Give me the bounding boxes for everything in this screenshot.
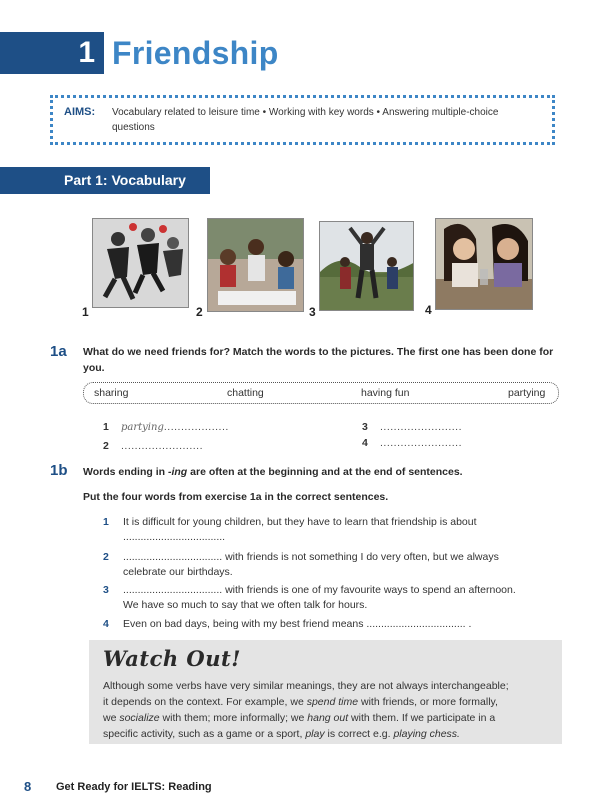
answer-2-num: 2	[103, 440, 109, 452]
answer-2-line: ........................	[121, 440, 204, 452]
answer-4-line: ........................	[380, 437, 463, 449]
part-banner: Part 1: Vocabulary	[0, 167, 210, 194]
aims-box	[50, 95, 555, 145]
aims-border-top	[50, 95, 555, 98]
watch-out-line-3e: with them. If we participate in a	[348, 712, 496, 724]
exercise-1b-instruction-2: Put the four words from exercise 1a in the correct sentences.	[83, 491, 389, 503]
answer-1-num: 1	[103, 421, 109, 433]
word-partying: partying	[508, 387, 546, 399]
answer-3-num: 3	[362, 421, 368, 433]
chapter-title: Friendship	[112, 35, 279, 71]
sentence-4-num: 4	[103, 618, 109, 630]
friends-in-field-photo	[319, 221, 414, 311]
jumping-kids-photo	[92, 218, 189, 308]
exercise-1b-instruction-rest: are often at the beginning and at the end of sentences.	[187, 466, 463, 478]
sentence-4-text: Even on bad days, being with my best friend means .................................. .	[123, 618, 472, 630]
watch-out-text	[103, 678, 553, 742]
watch-out-em-play: play	[305, 728, 325, 740]
word-bank	[83, 382, 559, 404]
picture-number-3: 3	[309, 305, 316, 319]
chapter-number: 1	[0, 32, 104, 74]
chapter-header	[0, 32, 600, 78]
sentence-2[interactable]	[104, 550, 564, 580]
sentence-3[interactable]	[104, 583, 564, 613]
picture-number-1: 1	[82, 305, 89, 319]
answer-3-line: ........................	[380, 421, 463, 433]
sentence-1-text: It is difficult for young children, but they have to learn that friendship is about	[123, 516, 477, 528]
answer-1-line: ...................	[163, 421, 229, 433]
exercise-1a-number: 1a	[50, 343, 67, 360]
exercise-1b-number: 1b	[50, 462, 68, 479]
picture-number-4: 4	[425, 303, 432, 317]
watch-out-line-4c: is correct e.g.	[324, 728, 394, 740]
exercise-1a-instruction: What do we need friends for? Match the words to the pictures. The first one has been done for you.	[83, 346, 554, 374]
aims-label: AIMS:	[64, 106, 96, 118]
watch-out-line-1: Although some verbs have very similar meanings, they are not always interchangeable;	[103, 680, 509, 692]
word-chatting: chatting	[227, 387, 264, 399]
sentence-3-line2: We have so much to say that we often talk for hours.	[123, 599, 368, 611]
watch-out-line-2a: it depends on the context. For example, we	[103, 696, 307, 708]
answer-3[interactable]	[362, 421, 462, 433]
watch-out-em-socialize: socialize	[119, 712, 160, 724]
answer-4[interactable]	[362, 437, 462, 449]
watch-out-em-spend-time: spend time	[306, 696, 359, 708]
sentence-3-num: 3	[103, 584, 109, 596]
girls-chatting-photo	[435, 218, 533, 310]
watch-out-line-3a: we	[103, 712, 120, 724]
watch-out-box	[89, 640, 562, 744]
sentence-2-line2: celebrate our birthdays.	[123, 566, 233, 578]
sentence-2-text: .................................. with friends is not something I do very often, but we always	[123, 551, 499, 563]
sentence-2-num: 2	[103, 551, 109, 563]
sentence-4[interactable]	[104, 617, 564, 632]
aims-text: Vocabulary related to leisure time • Working with key words • Answering multiple-choice questions	[112, 107, 499, 133]
aims-border-bottom	[50, 142, 555, 145]
answer-2[interactable]	[103, 440, 203, 452]
aims-border-right	[552, 95, 555, 145]
book-title: Get Ready for IELTS: Reading	[56, 781, 212, 793]
watch-out-title: Watch Out!	[103, 646, 241, 671]
word-having-fun: having fun	[361, 387, 410, 399]
sentence-1-line2: ...................................	[123, 531, 226, 543]
answer-4-num: 4	[362, 437, 368, 449]
sentence-3-text: .................................. with friends is one of my favourite ways to spend an afternoon.	[123, 584, 516, 596]
watch-out-line-3c: with them; more informally; we	[159, 712, 308, 724]
sentence-1-num: 1	[103, 516, 109, 528]
exercise-1b-instruction-prefix: Words ending in	[83, 466, 168, 478]
aims-border-left	[50, 95, 53, 145]
word-sharing: sharing	[94, 387, 129, 399]
watch-out-em-hang-out: hang out	[307, 712, 349, 724]
sentence-1[interactable]	[104, 515, 564, 545]
exercise-1b-instruction-em: -ing	[167, 466, 188, 478]
picture-number-2: 2	[196, 305, 203, 319]
answer-1-filled: partying	[121, 422, 164, 433]
watch-out-line-2c: with friends, or more formally,	[358, 696, 498, 708]
children-outdoors-photo	[207, 218, 304, 312]
watch-out-line-4a: specific activity, such as a game or a sport,	[103, 728, 306, 740]
page-number: 8	[24, 779, 32, 794]
answer-1[interactable]	[103, 421, 229, 433]
exercise-1b-instruction	[83, 464, 563, 480]
watch-out-em-playing-chess: playing chess.	[393, 728, 460, 740]
